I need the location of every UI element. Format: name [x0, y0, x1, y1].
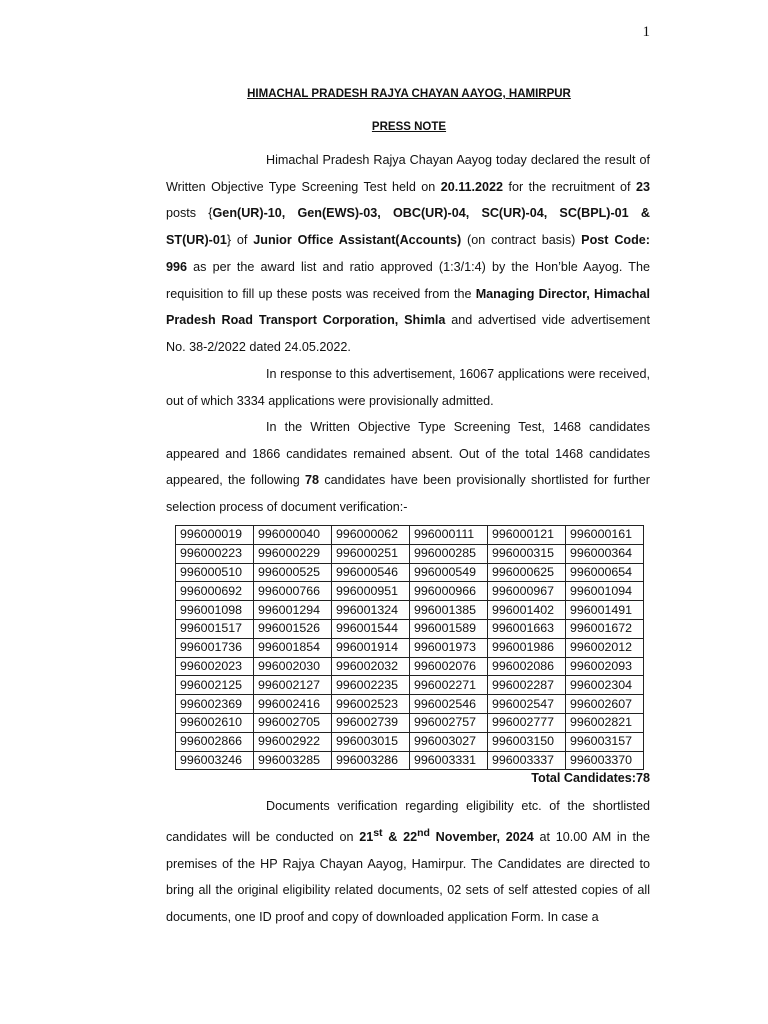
roll-number-cell: 996002821 [566, 713, 644, 732]
text: and advertised vide advertisement No. 38-2/2022 dated 24.05.2022. [166, 313, 650, 354]
roll-number-cell: 996000062 [332, 526, 410, 545]
roll-number-cell: 996002866 [176, 732, 254, 751]
roll-number-cell: 996000951 [332, 582, 410, 601]
roll-number-cell: 996001589 [410, 619, 488, 638]
roll-number-cell: 996002030 [254, 657, 332, 676]
roll-number-cell: 996001663 [488, 619, 566, 638]
paragraph-applications [166, 361, 650, 414]
roll-number-cell: 996000966 [410, 582, 488, 601]
roll-number-cell: 996002127 [254, 676, 332, 695]
roll-number-cell: 996000121 [488, 526, 566, 545]
table-row [176, 582, 644, 601]
roll-number-cell: 996000111 [410, 526, 488, 545]
post-code: Post Code: 996 [166, 233, 650, 274]
paragraph-document-verification [166, 793, 650, 931]
roll-number-cell: 996002705 [254, 713, 332, 732]
requisition-authority: Managing Director, Himachal Pradesh Road Transport Corporation, Shimla [166, 286, 650, 328]
roll-number-cell: 996001094 [566, 582, 644, 601]
text: posts { [166, 206, 213, 221]
paragraph-shortlist [166, 414, 650, 521]
roll-number-cell: 996000019 [176, 526, 254, 545]
roll-number-cell: 996000251 [332, 544, 410, 563]
roll-number-cell: 996002235 [332, 676, 410, 695]
roll-number-cell: 996001491 [566, 601, 644, 620]
roll-number-cell: 996003331 [410, 751, 488, 770]
roll-number-cell: 996002607 [566, 695, 644, 714]
roll-number-cell: 996002093 [566, 657, 644, 676]
roll-number-cell: 996001544 [332, 619, 410, 638]
press-note-title: PRESS NOTE [371, 121, 447, 133]
roll-number-cell: 996000546 [332, 563, 410, 582]
table-row [176, 713, 644, 732]
roll-number-cell: 996000229 [254, 544, 332, 563]
roll-number-cell: 996001385 [410, 601, 488, 620]
roll-number-cell: 996003150 [488, 732, 566, 751]
roll-number-cell: 996001324 [332, 601, 410, 620]
roll-number-cell: 996002287 [488, 676, 566, 695]
text: In response to this advertisement, 16067 applications were received, out of which 3334 applications were provisionally admitted. [166, 367, 650, 408]
paragraph-result-declaration [166, 147, 650, 361]
roll-number-cell: 996002304 [566, 676, 644, 695]
roll-number-cell: 996000040 [254, 526, 332, 545]
text: } of [226, 233, 254, 248]
table-row [176, 695, 644, 714]
text: Documents verification regarding eligibility etc. of the shortlisted candidates will be conducted on [166, 799, 650, 844]
roll-number-cell: 996001517 [176, 619, 254, 638]
exam-date: 20.11.2022 [440, 179, 504, 194]
roll-number-cell: 996000625 [488, 563, 566, 582]
roll-number-cell: 996000364 [566, 544, 644, 563]
table-row [176, 526, 644, 545]
text: candidates have been provisionally shortlisted for further selection process of document verification:- [166, 473, 650, 515]
roll-number-table [175, 525, 644, 770]
roll-number-cell: 996002739 [332, 713, 410, 732]
text: for the recruitment of [503, 179, 636, 194]
roll-number-cell: 996000549 [410, 563, 488, 582]
table-row [176, 732, 644, 751]
table-row [176, 638, 644, 657]
text: as per the award list and ratio approved (1:3/1:4) by the Hon’ble Aayog. The requisition to fill up these posts was received from the [166, 259, 650, 301]
total-candidates: Total Candidates:78 [531, 771, 650, 785]
roll-number-cell: 996002012 [566, 638, 644, 657]
roll-number-cell: 996002523 [332, 695, 410, 714]
post-count: 23 [635, 179, 650, 194]
roll-number-cell: 996001672 [566, 619, 644, 638]
roll-number-cell: 996002023 [176, 657, 254, 676]
table-row [176, 601, 644, 620]
roll-number-cell: 996003157 [566, 732, 644, 751]
text: at 10.00 AM in the premises of the HP Rajya Chayan Aayog, Hamirpur. The Candidates are directed to bring all the original eligibility related documents, 02 sets of self attested copies of all documents, one ID proof and copy of downloaded application Form. In case a [166, 829, 650, 924]
roll-number-cell: 996003337 [488, 751, 566, 770]
roll-number-cell: 996000967 [488, 582, 566, 601]
roll-number-cell: 996002125 [176, 676, 254, 695]
roll-number-cell: 996000315 [488, 544, 566, 563]
roll-number-cell: 996001526 [254, 619, 332, 638]
roll-number-cell: 996002032 [332, 657, 410, 676]
roll-number-cell: 996000510 [176, 563, 254, 582]
roll-number-cell: 996001914 [332, 638, 410, 657]
roll-number-cell: 996002369 [176, 695, 254, 714]
table-row [176, 676, 644, 695]
roll-number-cell: 996002076 [410, 657, 488, 676]
text: In the Written Objective Type Screening Test, 1468 candidates appeared and 1866 candidates remained absent. Out of the total 1468 candidates appeared, the following [166, 420, 650, 488]
roll-number-cell: 996002547 [488, 695, 566, 714]
roll-number-cell: 996000285 [410, 544, 488, 563]
roll-number-cell: 996002922 [254, 732, 332, 751]
roll-number-cell: 996003027 [410, 732, 488, 751]
roll-number-cell: 996002757 [410, 713, 488, 732]
roll-number-cell: 996002271 [410, 676, 488, 695]
category-breakup: Gen(UR)-10, Gen(EWS)-03, OBC(UR)-04, SC(UR)-04, SC(BPL)-01 & ST(UR)-01 [166, 206, 650, 248]
roll-number-cell: 996003286 [332, 751, 410, 770]
table-row [176, 563, 644, 582]
roll-number-cell: 996000654 [566, 563, 644, 582]
table-row [176, 657, 644, 676]
roll-number-cell: 996001986 [488, 638, 566, 657]
roll-number-cell: 996001402 [488, 601, 566, 620]
text: Himachal Pradesh Rajya Chayan Aayog today declared the result of Written Objective Type Screening Test held on [166, 153, 650, 194]
roll-number-cell: 996001736 [176, 638, 254, 657]
roll-number-cell: 996003370 [566, 751, 644, 770]
roll-number-cell: 996003015 [332, 732, 410, 751]
verification-date: 21st & 22nd November, 2024 [359, 826, 534, 844]
roll-number-cell: 996001294 [254, 601, 332, 620]
table-row [176, 544, 644, 563]
roll-number-cell: 996000692 [176, 582, 254, 601]
roll-number-cell: 996002086 [488, 657, 566, 676]
roll-number-cell: 996001973 [410, 638, 488, 657]
page-number: 1 [642, 24, 650, 40]
table-row [176, 751, 644, 770]
roll-number-cell: 996002416 [254, 695, 332, 714]
table-row [176, 619, 644, 638]
roll-number-cell: 996002610 [176, 713, 254, 732]
roll-number-cell: 996003285 [254, 751, 332, 770]
shortlist-count: 78 [305, 473, 320, 488]
text: (on contract basis) [461, 233, 582, 248]
roll-number-cell: 996000161 [566, 526, 644, 545]
roll-number-cell: 996002777 [488, 713, 566, 732]
roll-number-cell: 996000525 [254, 563, 332, 582]
roll-number-cell: 996000223 [176, 544, 254, 563]
roll-number-cell: 996001854 [254, 638, 332, 657]
roll-number-cell: 996002546 [410, 695, 488, 714]
roll-number-cell: 996001098 [176, 601, 254, 620]
roll-number-cell: 996003246 [176, 751, 254, 770]
organization-title: HIMACHAL PRADESH RAJYA CHAYAN AAYOG, HAMIRPUR [247, 88, 571, 100]
post-name: Junior Office Assistant(Accounts) [253, 233, 462, 248]
roll-number-cell: 996000766 [254, 582, 332, 601]
